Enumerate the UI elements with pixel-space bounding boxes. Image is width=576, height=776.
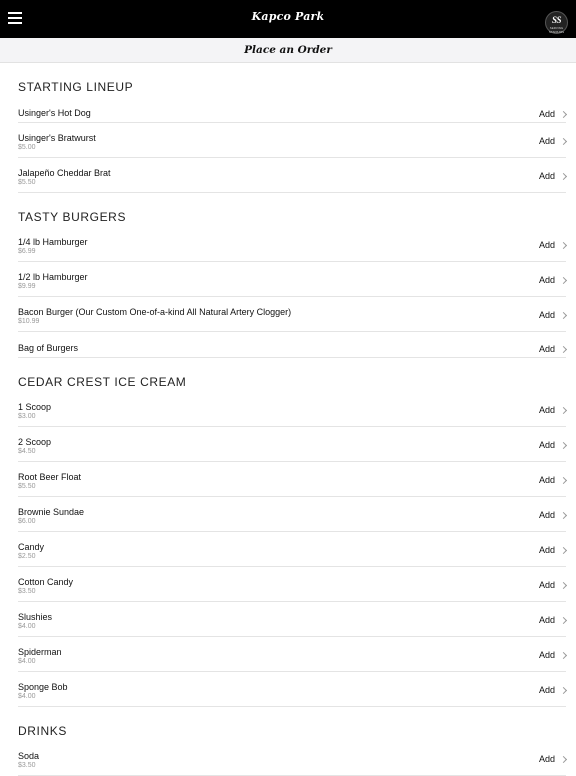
add-button[interactable] [539, 754, 566, 764]
menu-item[interactable] [18, 332, 566, 358]
app-title: Kapco Park [251, 10, 325, 23]
add-button[interactable] [539, 344, 566, 354]
menu-item-price: $4.00 [18, 623, 36, 630]
add-label: Add [538, 685, 555, 695]
logo-monogram: SS [551, 15, 561, 25]
add-label: Add [538, 475, 555, 485]
menu-item-name: 2 Scoop [18, 437, 52, 447]
menu-item-name: Bacon Burger (Our Custom One-of-a-kind All Natural Artery Clogger) [18, 307, 292, 317]
add-label: Add [538, 405, 555, 415]
menu-item[interactable] [18, 392, 566, 427]
menu-item-price: $4.00 [18, 658, 36, 665]
menu-item-price: $5.50 [18, 179, 36, 186]
add-button[interactable] [539, 475, 566, 485]
add-label: Add [538, 240, 555, 250]
chevron-right-icon [560, 616, 567, 623]
menu-item[interactable] [18, 672, 566, 707]
menu-item-name: 1/4 lb Hamburger [18, 237, 88, 247]
add-label: Add [538, 109, 555, 119]
menu-item-price: $6.99 [18, 248, 36, 255]
menu-item-name: Root Beer Float [18, 472, 82, 482]
chevron-right-icon [560, 476, 567, 483]
add-button[interactable] [539, 440, 566, 450]
menu-item-price: $4.00 [18, 693, 36, 700]
chevron-right-icon [560, 110, 567, 117]
chevron-right-icon [560, 546, 567, 553]
menu-section [0, 193, 576, 358]
menu-item-name: Sponge Bob [18, 682, 68, 692]
menu-item-name: Cotton Candy [18, 577, 74, 587]
menu-item-name: Usinger's Hot Dog [18, 108, 91, 118]
chevron-right-icon [560, 581, 567, 588]
add-button[interactable] [539, 405, 566, 415]
menu-item-name: Jalapeño Cheddar Brat [18, 168, 111, 178]
add-label: Add [538, 545, 555, 555]
menu-item[interactable] [18, 97, 566, 123]
chevron-right-icon [560, 345, 567, 352]
chevron-right-icon [560, 686, 567, 693]
add-label: Add [538, 440, 555, 450]
chevron-right-icon [560, 511, 567, 518]
add-button[interactable] [539, 310, 566, 320]
chevron-right-icon [560, 441, 567, 448]
menu-item[interactable] [18, 741, 566, 776]
add-label: Add [538, 310, 555, 320]
chevron-right-icon [560, 311, 567, 318]
menu-item-name: 1 Scoop [18, 402, 52, 412]
add-label: Add [538, 344, 555, 354]
menu-item[interactable] [18, 227, 566, 262]
add-button[interactable] [539, 510, 566, 520]
add-label: Add [538, 275, 555, 285]
add-button[interactable] [539, 171, 566, 181]
chevron-right-icon [560, 172, 567, 179]
chevron-right-icon [560, 241, 567, 248]
venue-logo-icon[interactable] [545, 11, 568, 34]
add-label: Add [538, 580, 555, 590]
section-title: TASTY BURGERS [18, 210, 127, 224]
menu-item[interactable] [18, 532, 566, 567]
top-bar [0, 0, 576, 38]
menu-item-price: $2.50 [18, 553, 36, 560]
add-button[interactable] [539, 580, 566, 590]
add-label: Add [538, 510, 555, 520]
menu-item[interactable] [18, 637, 566, 672]
chevron-right-icon [560, 137, 567, 144]
menu-item-name: Slushies [18, 612, 53, 622]
menu-item-price: $6.00 [18, 518, 36, 525]
menu-item-price: $3.50 [18, 588, 36, 595]
menu-item[interactable] [18, 497, 566, 532]
menu-item-name: Spiderman [18, 647, 62, 657]
menu-item[interactable] [18, 297, 566, 332]
menu-item[interactable] [18, 158, 566, 193]
add-label: Add [538, 171, 555, 181]
menu-item-price: $5.00 [18, 144, 36, 151]
menu-item[interactable] [18, 567, 566, 602]
page-title: Place an Order [244, 44, 332, 56]
add-label: Add [538, 136, 555, 146]
menu-item-price: $10.99 [18, 318, 40, 325]
add-button[interactable] [539, 275, 566, 285]
menu-item-name: Brownie Sundae [18, 507, 85, 517]
menu-item-name: Usinger's Bratwurst [18, 133, 96, 143]
section-title: STARTING LINEUP [18, 80, 134, 94]
section-title: CEDAR CREST ICE CREAM [18, 375, 187, 389]
add-button[interactable] [539, 136, 566, 146]
add-button[interactable] [539, 109, 566, 119]
menu-item-price: $3.00 [18, 413, 36, 420]
add-label: Add [538, 650, 555, 660]
menu-section [0, 358, 576, 707]
add-label: Add [538, 615, 555, 625]
menu-section [0, 63, 576, 193]
chevron-right-icon [560, 651, 567, 658]
add-button[interactable] [539, 615, 566, 625]
menu-item[interactable] [18, 427, 566, 462]
menu-item-price: $3.50 [18, 762, 36, 769]
menu-item-name: 1/2 lb Hamburger [18, 272, 88, 282]
menu-section [0, 707, 576, 776]
menu-item-price: $5.50 [18, 483, 36, 490]
menu-item-name: Candy [18, 542, 45, 552]
menu-item[interactable] [18, 462, 566, 497]
chevron-right-icon [560, 276, 567, 283]
add-button[interactable] [539, 545, 566, 555]
menu-item-price: $9.99 [18, 283, 36, 290]
add-button[interactable] [539, 685, 566, 695]
add-button[interactable] [539, 240, 566, 250]
menu-item-price: $4.50 [18, 448, 36, 455]
section-title: DRINKS [18, 724, 67, 738]
menu-item-name: Bag of Burgers [18, 343, 79, 353]
add-button[interactable] [539, 650, 566, 660]
menu-item[interactable] [18, 123, 566, 158]
chevron-right-icon [560, 406, 567, 413]
menu-item-name: Soda [18, 751, 40, 761]
menu-item[interactable] [18, 262, 566, 297]
logo-subtext: SERVING STADIUMS [548, 26, 565, 34]
menu-list [0, 63, 576, 776]
add-label: Add [538, 754, 555, 764]
menu-item[interactable] [18, 602, 566, 637]
subheader [0, 38, 576, 63]
chevron-right-icon [560, 755, 567, 762]
